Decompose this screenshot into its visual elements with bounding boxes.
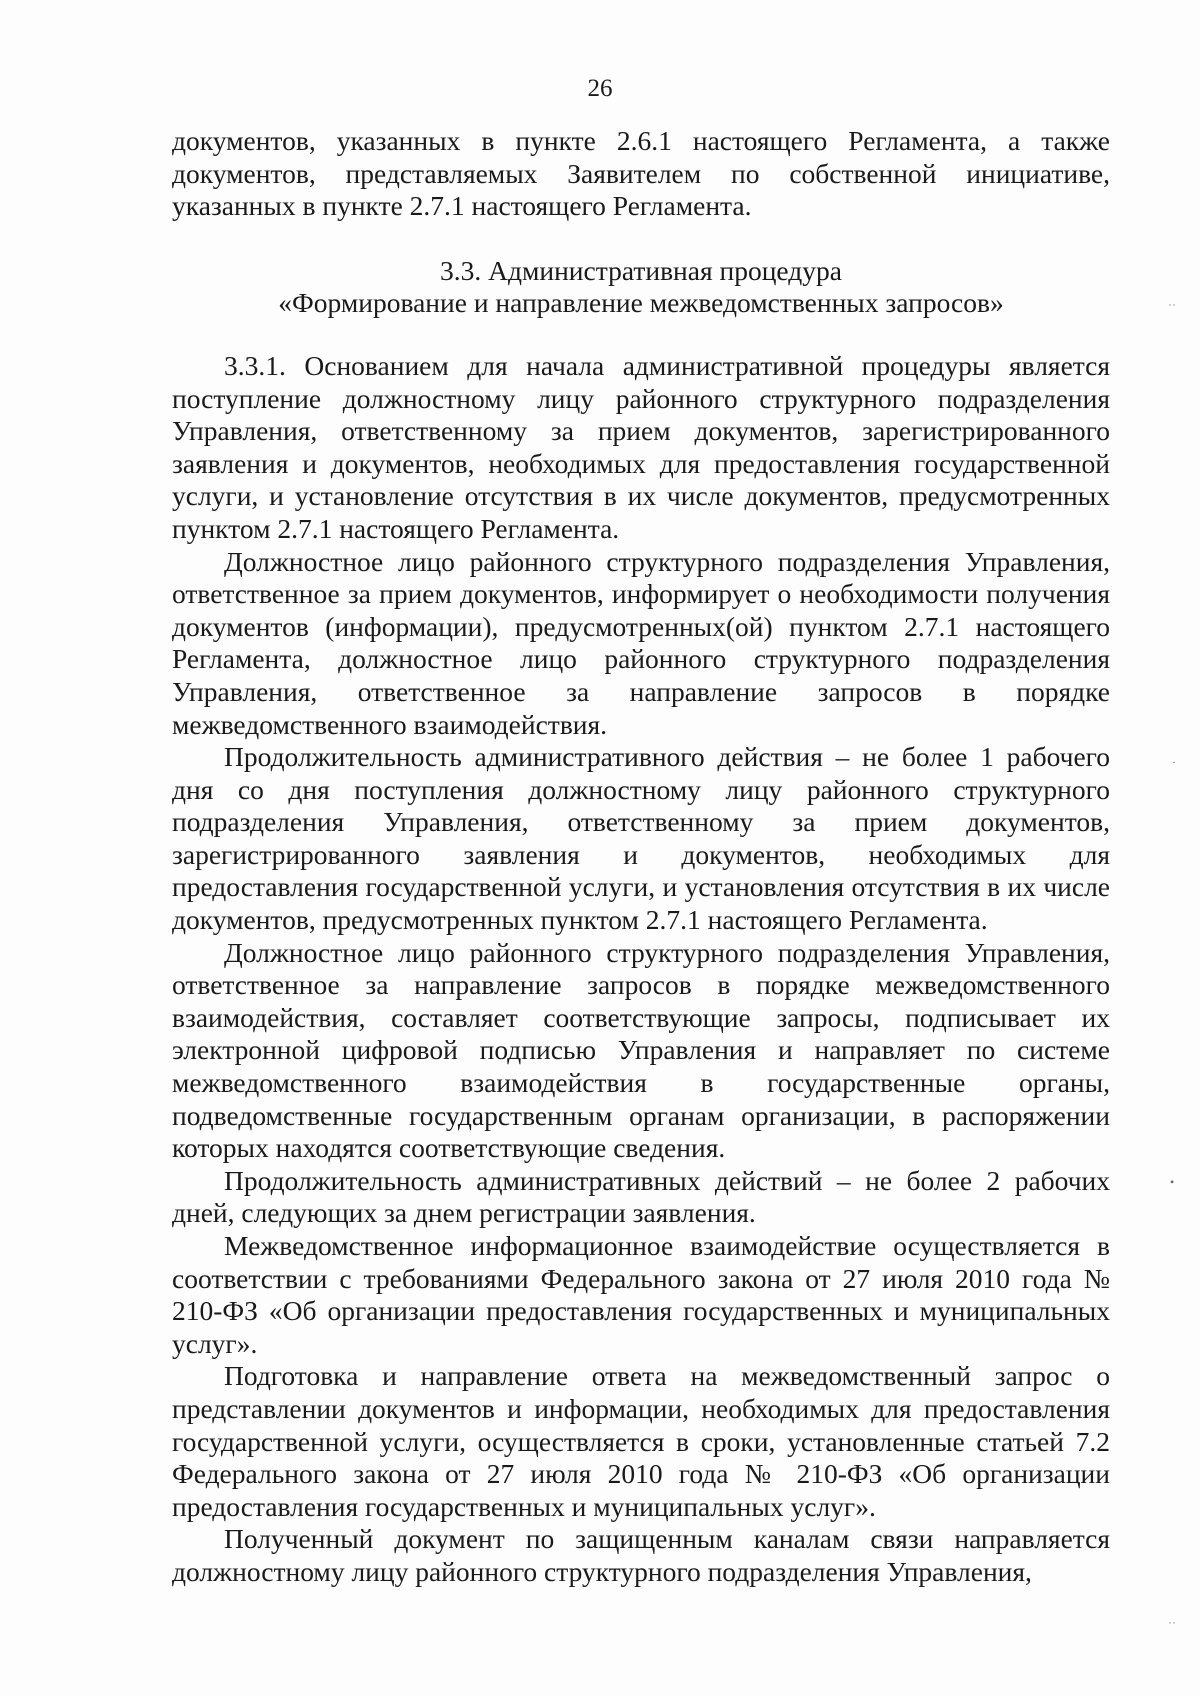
section-heading-line-1: 3.3. Административная процедура — [440, 254, 842, 286]
section-heading-line-2: «Формирование и направление межведомственных запросов» — [278, 287, 1004, 319]
paragraph-duration-1-day: Продолжительность административного действия – не более 1 рабочего дня со дня поступления должностному лицу районного структурного подразделения Управления, ответственному за прием документов, зарегистрированного заявления и документов, необходимых для предоставления государственной услуги, и установления отсутствия в их числе документов, предусмотренных пунктом 2.7.1 настоящего Регламента. — [172, 741, 1110, 936]
scan-speck: · — [1172, 755, 1176, 769]
document-body — [172, 125, 1110, 1589]
scan-speck: • — [1170, 1175, 1175, 1189]
opening-paragraph: документов, указанных в пункте 2.6.1 настоящего Регламента, а также документов, представляемых Заявителем по собственной инициативе, указанных в пункте 2.7.1 настоящего Регламента. — [172, 125, 1110, 222]
paragraph-interaction-law: Межведомственное информационное взаимодействие осуществляется в соответствии с требованиями Федерального закона от 27 июля 2010 года № 210-ФЗ «Об организации предоставления государственных и муниципальных услуг». — [172, 1230, 1110, 1359]
paragraph-received-document: Полученный документ по защищенным каналам связи направляется должностному лицу районного структурного подразделения Управления, — [172, 1523, 1110, 1587]
paragraph-3-3-1: 3.3.1. Основанием для начала административной процедуры является поступление должностному лицу районного структурного подразделения Управления, ответственному за прием документов, зарегистрированного заявления и документов, необходимых для предоставления государственной услуги, и установление отсутствия в их числе документов, предусмотренных пунктом 2.7.1 настоящего Регламента. — [172, 349, 1110, 544]
scan-speck: ˙˙ — [1168, 301, 1176, 315]
paragraph-informing: Должностное лицо районного структурного подразделения Управления, ответственное за прием документов, информирует о необходимости получения документов (информации), предусмотренных(ой) пунктом 2.7.1 настоящего Регламента, должностное лицо районного структурного подразделения Управления, ответственное за направление запросов в порядке межведомственного взаимодействия. — [172, 545, 1110, 740]
paragraph-requests: Должностное лицо районного структурного подразделения Управления, ответственное за направление запросов в порядке межведомственного взаимодействия, составляет соответствующие запросы, подписывает их электронной цифровой подписью Управления и направляет по системе межведомственного взаимодействия в государственные органы, подведомственные государственным органам организации, в распоряжении которых находятся соответствующие сведения. — [172, 936, 1110, 1164]
paragraph-duration-2-days: Продолжительность административных действий – не более 2 рабочих дней, следующих за днем регистрации заявления. — [172, 1164, 1110, 1229]
page-number: 26 — [587, 75, 613, 102]
paragraph-response-deadlines: Подготовка и направление ответа на межведомственный запрос о представлении документов и информации, необходимых для предоставления государственной услуги, осуществляется в сроки, установленные статьей 7.2 Федерального закона от 27 июля 2010 года № 210-ФЗ «Об организации предоставления государственных и муниципальных услуг». — [172, 1360, 1110, 1522]
section-heading — [172, 255, 1110, 320]
scan-speck: ˙˙ — [1168, 1619, 1176, 1633]
